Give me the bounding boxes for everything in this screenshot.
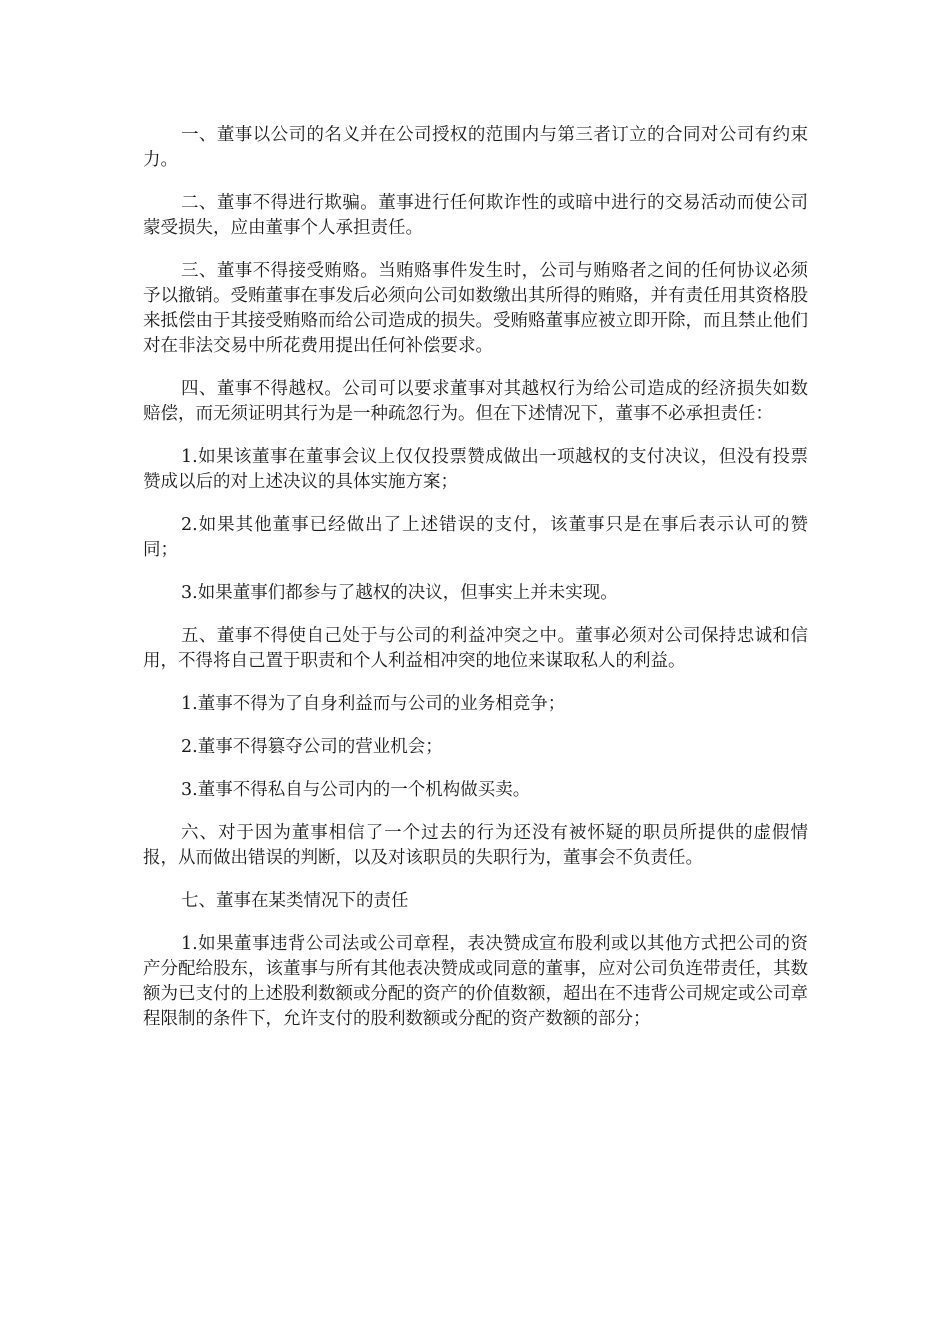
paragraph-4: 四、董事不得越权。公司可以要求董事对其越权行为给公司造成的经济损失如数赔偿，而无须证明其行为是一种疏忽行为。但在下述情况下，董事不必承担责任： <box>143 379 808 424</box>
paragraph-5: 1.如果该董事在董事会议上仅仅投票赞成做出一项越权的支付决议，但没有投票赞成以后的对上述决议的具体实施方案； <box>143 447 808 492</box>
paragraph-11: 3.董事不得私自与公司内的一个机构做买卖。 <box>181 780 531 800</box>
paragraph-7: 3.如果董事们都参与了越权的决议，但事实上并未实现。 <box>181 583 618 603</box>
paragraph-8: 五、董事不得使自己处于与公司的利益冲突之中。董事必须对公司保持忠诚和信用，不得将自己置于职责和个人利益相冲突的地位来谋取私人的利益。 <box>143 626 808 671</box>
paragraph-2: 二、董事不得进行欺骗。董事进行任何欺诈性的或暗中进行的交易活动而使公司蒙受损失，应由董事个人承担责任。 <box>143 193 808 238</box>
paragraph-6: 2.如果其他董事已经做出了上述错误的支付，该董事只是在事后表示认可的赞同； <box>143 515 808 560</box>
paragraph-9: 1.董事不得为了自身利益而与公司的业务相竞争； <box>181 694 566 714</box>
paragraph-3: 三、董事不得接受贿赂。当贿赂事件发生时，公司与贿赂者之间的任何协议必须予以撤销。受贿董事在事发后必须向公司如数缴出其所得的贿赂，并有责任用其资格股来抵偿由于其接受贿赂而给公司造成的损失。受贿赂董事应被立即开除，而且禁止他们对在非法交易中所花费用提出任何补偿要求。 <box>143 261 808 356</box>
paragraph-12: 六、对于因为董事相信了一个过去的行为还没有被怀疑的职员所提供的虚假情报，从而做出错误的判断，以及对该职员的失职行为，董事会不负责任。 <box>143 823 808 868</box>
paragraph-10: 2.董事不得篡夺公司的营业机会； <box>181 737 443 757</box>
paragraph-14: 1.如果董事违背公司法或公司章程，表决赞成宣布股利或以其他方式把公司的资产分配给股东，该董事与所有其他表决赞成或同意的董事，应对公司负连带责任，其数额为已支付的上述股利数额或分配的资产的价值数额，超出在不违背公司规定或公司章程限制的条件下，允许支付的股利数额或分配的资产数额的部分； <box>143 934 808 1029</box>
document-page <box>143 123 808 1050</box>
paragraph-1: 一、董事以公司的名义并在公司授权的范围内与第三者订立的合同对公司有约束力。 <box>143 125 808 170</box>
paragraph-13: 七、董事在某类情况下的责任 <box>181 891 409 911</box>
